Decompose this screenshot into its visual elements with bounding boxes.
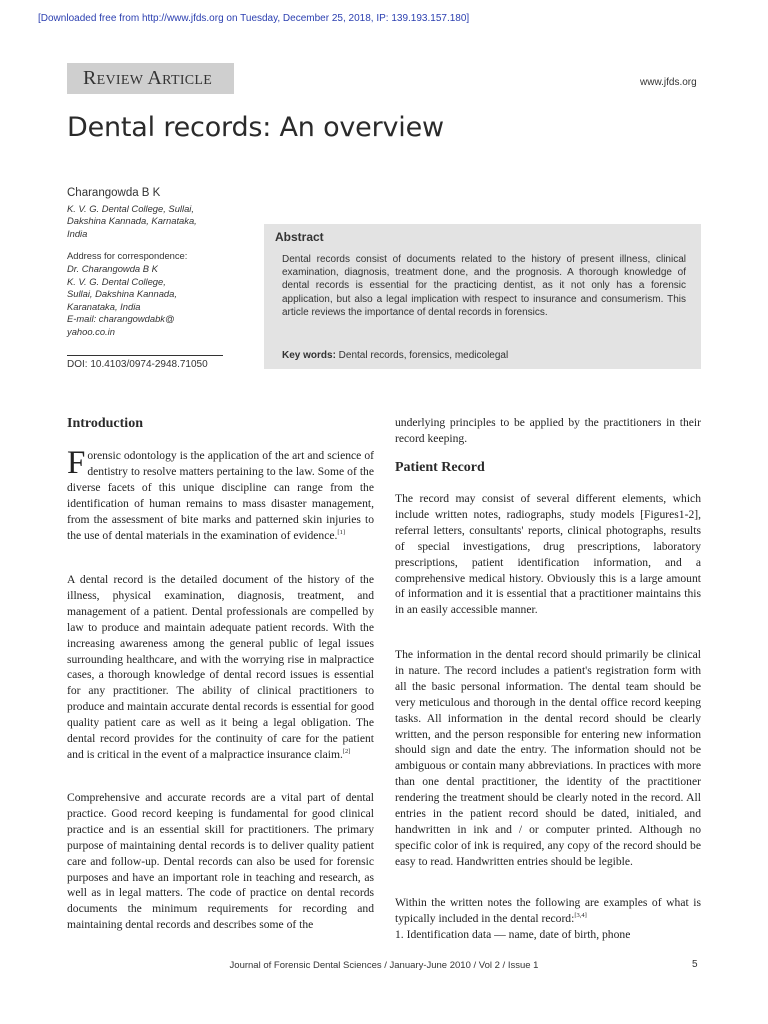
keywords-list: Dental records, forensics, medicolegal — [335, 350, 509, 361]
patient-record-paragraph-1: The record may consist of several different elements, which include written notes, radiographs, study models [Figures1-2], referral letters, consultants' reports, clinical photographs, results of special investigations, drug prescriptions, laboratory prescriptions, patient identification information, and a comprehensive medical history. Obviously this is a large amount of information and it is essential that a practitioner maintains this in an easily accessible manner. — [395, 492, 701, 617]
intro-paragraph-3: Comprehensive and accurate records are a vital part of dental practice. Good record keeping is fundamental for good clinical practice and is an essential skill for practitioners. The primary purpose of maintaining dental records is to deliver quality patient care and follow-up. Dental records can also be used for forensic purposes and have an important role in teaching and research, as well as in legal matters. The code of practice on dental records documents the minimum requirements for recording and maintaining dental records and describes some of the — [67, 791, 374, 932]
intro-paragraph-2 — [67, 572, 374, 763]
citation-ref: [3,4] — [574, 912, 587, 920]
citation-ref: [1] — [337, 528, 346, 536]
correspondence-line: Karanataka, India — [67, 300, 141, 312]
download-note: [Downloaded free from http://www.jfds.org on Tuesday, December 25, 2018, IP: 139.193.157.180] — [38, 13, 470, 24]
intro-paragraph-2-text: A dental record is the detailed document of the history of the illness, physical examination, diagnosis, treatment, and management of a patient. Dental professionals are compelled by law to produce and maintain adequate patient records. With the increasing awareness among the general public of legal issues surrounding healthcare, and with the worrying rise in malpractice cases, a thorough knowledge of dental record issues is essential for any practitioner. The ability of clinical practitioners to produce and maintain accurate dental records is essential for good quality patient care as well as it being a legal obligation. The dental record provides for the continuity of care for the patient and is critical in the event of a malpractice insurance claim. — [67, 573, 374, 761]
correspondence-email-line: yahoo.co.in — [67, 325, 115, 337]
patient-record-heading: Patient Record — [395, 460, 485, 475]
correspondence-line: K. V. G. Dental College, — [67, 275, 166, 287]
author-affiliation-line: Dakshina Kannada, Karnataka, — [67, 215, 197, 227]
correspondence-label: Address for correspondence: — [67, 250, 188, 262]
author-name: Charangowda B K — [67, 187, 161, 199]
abstract-box — [264, 224, 701, 369]
patient-record-paragraph-3 — [395, 895, 701, 943]
doi-divider — [67, 355, 223, 356]
keywords — [282, 350, 508, 361]
abstract-text: Dental records consist of documents related to the history of present illness, clinical examination, diagnosis, treatment done, and the prognosis. A thorough knowledge of dental records is essential for the practicing dentist, as it not only has a forensic application, but also a legal implication with respect to insurance and consumerism. This article reviews the importance of dental records in forensics. — [282, 254, 686, 318]
intro-paragraph-1 — [67, 445, 374, 543]
page-number: 5 — [692, 959, 698, 970]
continued-paragraph: underlying principles to be applied by the practitioners in their record keeping. — [395, 416, 701, 445]
introduction-heading: Introduction — [67, 416, 143, 431]
correspondence-line: Sullai, Dakshina Kannada, — [67, 288, 177, 300]
patient-record-paragraph-3-text: Within the written notes the following are examples of what is typically included in the dental record: — [395, 896, 701, 925]
patient-record-paragraph-2: The information in the dental record should primarily be clinical in nature. The record includes a patient's registration form with all the basic personal information. The dental team should be very meticulous and thorough in the dental office record keeping tasks. All information in the dental record should be clearly written, and the person responsible for entering new information should sign and date the entry. The information should not be ambiguous or contain many abbreviations. In practices with more than one dental practitioner, the identity of the practitioner rendering the treatment should be clearly noted in the record. All entries in the patient record should be dated, initialed, and handwritten in ink and / or computer printed. Although no specific color of ink is required, any copy of the record should be easy to read. Handwritten entries should be legible. — [395, 648, 701, 868]
drop-cap: F — [67, 445, 86, 481]
keywords-label: Key words: — [282, 350, 336, 361]
author-affiliation-line: K. V. G. Dental College, Sullai, — [67, 202, 194, 214]
doi: DOI: 10.4103/0974-2948.71050 — [67, 359, 208, 370]
site-url: www.jfds.org — [640, 77, 697, 88]
author-block — [67, 187, 227, 339]
correspondence-line: Dr. Charangowda B K — [67, 262, 158, 274]
article-title: Dental records: An overview — [67, 112, 444, 143]
citation-ref: [2] — [342, 748, 351, 756]
list-item: 1. Identification data — name, date of birth, phone — [395, 927, 631, 941]
intro-paragraph-1-text: orensic odontology is the application of the art and science of dentistry to resolve matters pertaining to the law. Some of the diverse facets of this unique discipline can range from the identification of human remains to mass disaster management, from the assessment of bite marks and patterned skin injuries to the use of dental materials in the examination of evidence. — [67, 449, 374, 542]
correspondence-email-line: E-mail: charangowdabk@ — [67, 313, 175, 325]
author-affiliation-line: India — [67, 227, 88, 239]
footer-journal-citation: Journal of Forensic Dental Sciences / January-June 2010 / Vol 2 / Issue 1 — [229, 960, 539, 971]
article-type-banner: Review Article — [67, 63, 234, 94]
abstract-heading: Abstract — [275, 230, 324, 244]
